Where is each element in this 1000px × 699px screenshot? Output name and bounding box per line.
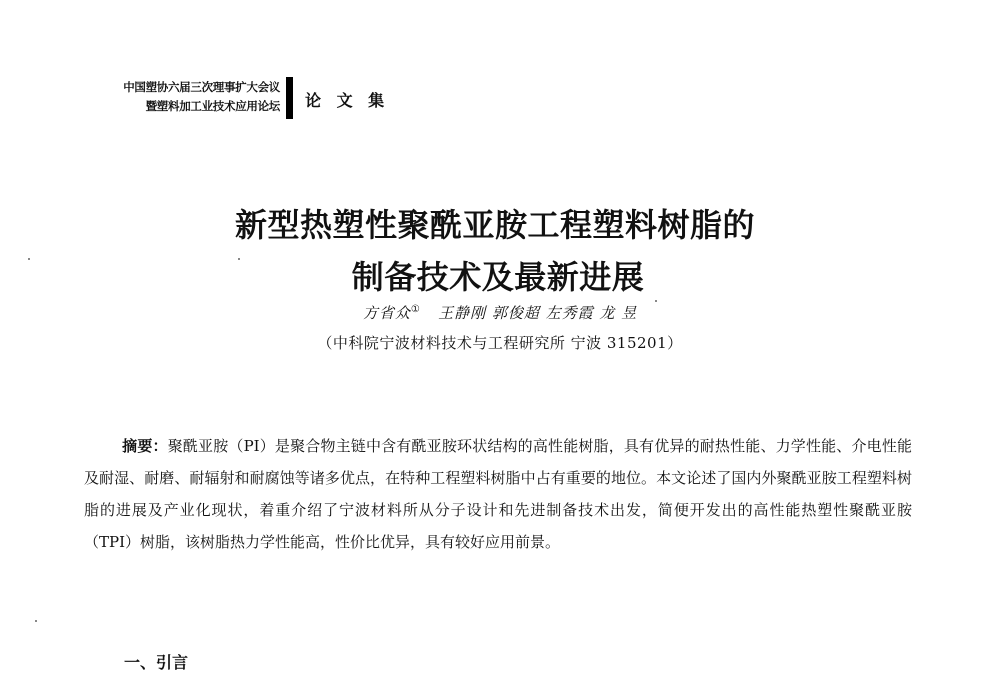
first-author: 方省众 bbox=[362, 304, 411, 322]
affiliation: （中科院宁波材料技术与工程研究所 宁波 315201） bbox=[317, 334, 683, 352]
abstract-paragraph bbox=[84, 430, 912, 558]
header-collection-label: 论 文 集 bbox=[305, 91, 390, 110]
scan-speck bbox=[28, 258, 30, 260]
footnote-mark: ① bbox=[410, 304, 421, 315]
paper-title-line-2: 制备技术及最新进展 bbox=[351, 258, 645, 296]
abstract-text: 聚酰亚胺（PI）是聚合物主链中含有酰亚胺环状结构的高性能树脂，具有优异的耐热性能、力学性能、介电性能及耐湿、耐磨、耐辐射和耐腐蚀等诸多优点，在特种工程塑料树脂中占有重要的地位。本文论述了国内外聚酰亚胺工程塑料树脂的进展及产业化现状，着重介绍了宁波材料所从分子设计和先进制备技术出发，简便开发出的高性能热塑性聚酰亚胺（TPI）树脂，该树脂热力学性能高，性价比优异，具有较好应用前景。 bbox=[84, 437, 912, 551]
scan-speck bbox=[238, 258, 240, 260]
header-line-1: 中国塑协六届三次理事扩大会议 bbox=[123, 80, 280, 94]
scan-speck bbox=[655, 300, 657, 302]
abstract-label: 摘要： bbox=[122, 437, 168, 455]
section-heading-introduction: 一、引言 bbox=[124, 653, 189, 672]
paper-title-line-1: 新型热塑性聚酰亚胺工程塑料树脂的 bbox=[234, 206, 755, 244]
header-divider-bar bbox=[286, 77, 293, 119]
scan-speck bbox=[35, 620, 37, 622]
author-list bbox=[0, 302, 1000, 323]
header-line-2: 暨塑料加工业技术应用论坛 bbox=[145, 99, 280, 113]
other-authors: 王静刚 郭俊超 左秀霞 龙 昱 bbox=[438, 304, 638, 322]
proceedings-header bbox=[70, 78, 280, 116]
